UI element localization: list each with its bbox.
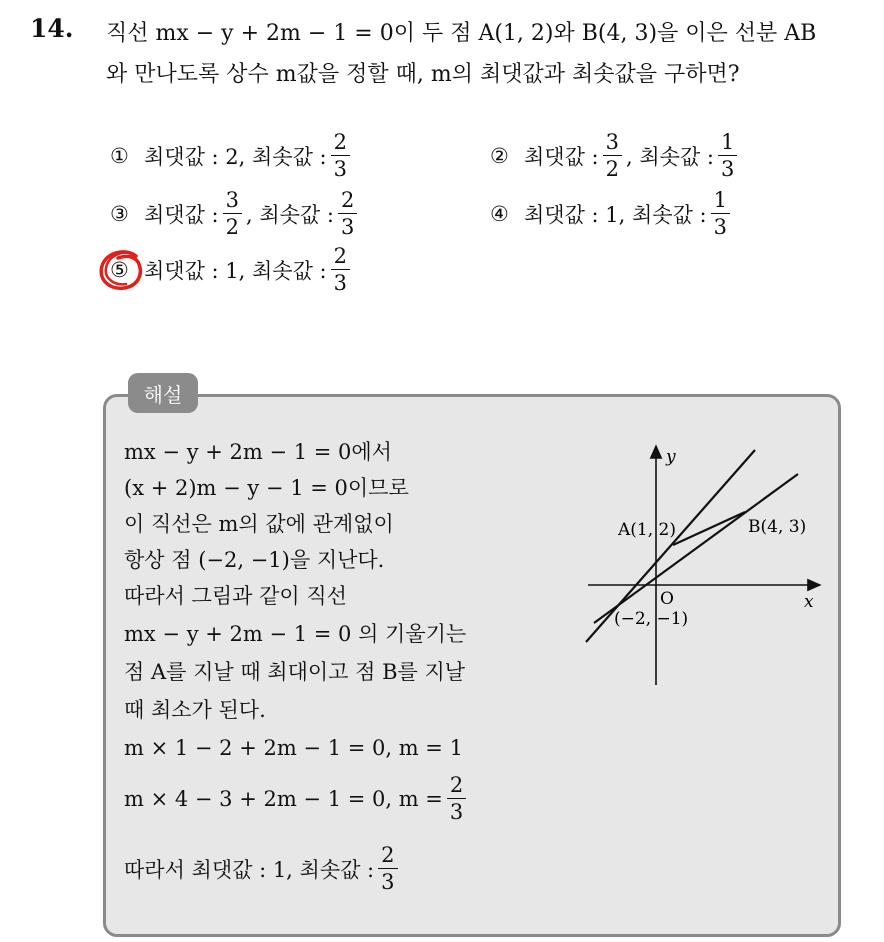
conclusion-fraction bbox=[378, 845, 397, 893]
solution-line-4: 항상 점 (−2, −1)을 지난다. bbox=[124, 548, 385, 572]
solution-line-6: mx − y + 2m − 1 = 0 의 기울기는 bbox=[124, 622, 467, 646]
numerator: 2 bbox=[449, 773, 464, 797]
option-fraction bbox=[338, 190, 357, 238]
line-through-B bbox=[594, 474, 798, 623]
denominator: 2 bbox=[223, 213, 242, 238]
option-2[interactable] bbox=[490, 132, 741, 180]
solution-line-8: 때 최소가 된다. bbox=[124, 698, 266, 722]
numerator: 1 bbox=[713, 188, 727, 212]
question-number: 14. bbox=[30, 14, 74, 43]
denominator: 3 bbox=[378, 868, 397, 893]
numerator: 3 bbox=[225, 188, 239, 212]
option-text: , 최솟값 : bbox=[625, 145, 714, 169]
numerator: 2 bbox=[381, 843, 395, 867]
option-mark: ① bbox=[110, 144, 129, 168]
solution-line-5: 따라서 그림과 같이 직선 bbox=[124, 584, 347, 608]
option-1[interactable] bbox=[110, 132, 354, 180]
option-text: 최댓값 : 2, 최솟값 : bbox=[144, 145, 327, 169]
origin-label: O bbox=[660, 589, 674, 609]
option-mark: ⑤ bbox=[110, 258, 129, 282]
point-B-label: B(4, 3) bbox=[748, 517, 807, 537]
x-axis-label: x bbox=[804, 592, 814, 612]
solution-line-9: m × 1 − 2 + 2m − 1 = 0, m = 1 bbox=[124, 736, 463, 760]
option-text: 최댓값 : bbox=[524, 145, 599, 169]
answer-circle-mark bbox=[96, 248, 152, 294]
numerator: 1 bbox=[720, 130, 735, 154]
option-text: , 최솟값 : bbox=[245, 203, 334, 227]
option-text: 최댓값 : 1, 최솟값 : bbox=[524, 203, 707, 227]
numerator: 2 bbox=[333, 130, 347, 154]
solution-line-10 bbox=[124, 775, 470, 823]
option-fraction bbox=[331, 246, 350, 294]
solution-line-3: 이 직선은 m의 값에 관계없이 bbox=[124, 512, 394, 536]
option-mark: ④ bbox=[490, 202, 509, 226]
point-A-label: A(1, 2) bbox=[618, 520, 676, 540]
option-fraction bbox=[711, 190, 730, 238]
line-graph bbox=[580, 440, 830, 690]
option-mark: ③ bbox=[110, 202, 129, 226]
numerator: 3 bbox=[605, 130, 619, 154]
option-fraction bbox=[603, 132, 622, 180]
option-text: 최댓값 : 1, 최솟값 : bbox=[144, 259, 327, 283]
solution-line-7: 점 A를 지날 때 최대이고 점 B를 지날 bbox=[124, 660, 466, 684]
solution-line-2: (x + 2)m − y − 1 = 0이므로 bbox=[124, 476, 409, 500]
option-mark: ② bbox=[490, 144, 509, 168]
denominator: 3 bbox=[331, 269, 350, 294]
equation-text: m × 4 − 3 + 2m − 1 = 0, m = bbox=[124, 787, 443, 811]
option-3[interactable] bbox=[110, 190, 361, 238]
denominator: 3 bbox=[447, 798, 466, 823]
denominator: 2 bbox=[603, 155, 622, 180]
question-line-2: 와 만나도록 상수 m값을 정할 때, m의 최댓값과 최솟값을 구하면? bbox=[106, 62, 740, 87]
option-fraction bbox=[223, 190, 242, 238]
denominator: 3 bbox=[331, 155, 350, 180]
fixed-point-label: (−2, −1) bbox=[614, 609, 689, 629]
denominator: 3 bbox=[718, 155, 737, 180]
option-4[interactable] bbox=[490, 190, 734, 238]
numerator: 2 bbox=[340, 188, 355, 212]
denominator: 3 bbox=[338, 213, 357, 238]
option-fraction bbox=[331, 132, 350, 180]
solution-line-11 bbox=[124, 845, 402, 893]
denominator: 3 bbox=[711, 213, 730, 238]
solution-tag: 해설 bbox=[128, 373, 198, 413]
option-text: 최댓값 : bbox=[144, 203, 219, 227]
conclusion-text: 따라서 최댓값 : 1, 최솟값 : bbox=[124, 858, 375, 882]
y-axis-label: y bbox=[666, 447, 676, 467]
numerator: 2 bbox=[333, 244, 347, 268]
solution-line-1: mx − y + 2m − 1 = 0에서 bbox=[124, 440, 392, 464]
question-line-1: 직선 mx − y + 2m − 1 = 0이 두 점 A(1, 2)와 B(4, 3)을 이은 선분 AB bbox=[106, 21, 817, 46]
equation-fraction bbox=[447, 775, 466, 823]
option-fraction bbox=[718, 132, 737, 180]
